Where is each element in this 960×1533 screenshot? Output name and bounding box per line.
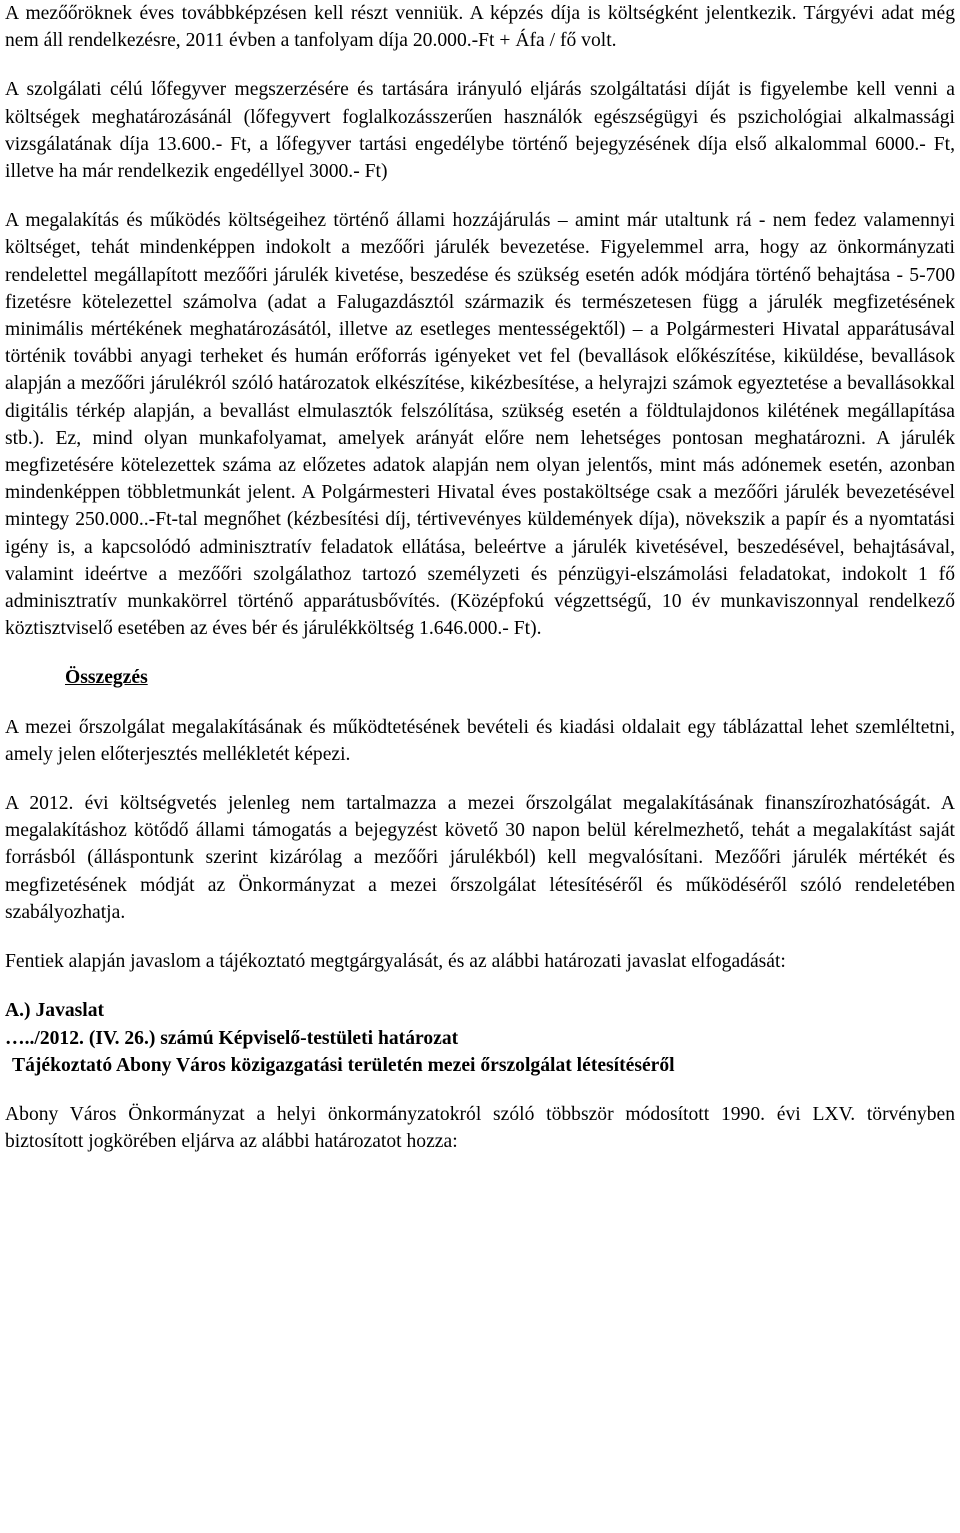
paragraph-recommendation: Fentiek alapján javaslom a tájékoztató megtgárgyalását, és az alábbi határozati javaslat elfogadását: xyxy=(5,951,786,973)
resolution-number: …../2012. (IV. 26.) számú Képviselő-testületi határozat xyxy=(5,1027,459,1049)
summary-heading: Összegzés xyxy=(65,667,148,689)
paragraph-table-reference: A mezei őrszolgálat megalakításának és működtetésének bevételi és kiadási oldalait egy táblázattal lehet szemléltetni, amely jelen előterjesztés mellékletét képezi. xyxy=(5,716,955,765)
resolution-title: Tájékoztató Abony Város közigazgatási területén mezei őrszolgálat létesítéséről xyxy=(12,1054,675,1076)
paragraph-budget-2012: A 2012. évi költségvetés jelenleg nem tartalmazza a mezei őrszolgálat megalakításának finanszírozhatóságát. A megalakításhoz kötődő állami támogatás a bejegyzést követő 30 napon belül kérelmezhető, tehát a megalakítást saját forrásból (álláspontunk szerint kizárólag a mezőőri járulékból) kell megvalósítani. Mezőőri járulék mértékét és megfizetésének módját az Önkormányzat a mezei őrszolgálat létesítéséről és működéséről szóló rendeletében szabályozhatja. xyxy=(5,793,955,923)
document-page xyxy=(5,0,955,1155)
paragraph-state-contribution: A megalakítás és működés költségeihez történő állami hozzájárulás – amint már utaltunk rá - nem fedez valamennyi költséget, tehát mindenképpen indokolt a mezőőri járulék bevezetése. Figyelemmel arra, hogy az önkormányzati rendelettel megállapított mezőőri járulék kivetése, beszedése és szükség esetén adók módjára történő behajtása - 5-700 fizetésre kötelezettel számolva (adat a Falugazdásztól származik és természetesen függ a járulék megfizetésének minimális mértékének meghatározásától, illetve az esetleges mentességektől) – a Polgármesteri Hivatal apparátusával történik további anyagi terheket és humán erőforrás igényeket vet fel (bevallások előkészítése, kiküldése, bevallások alapján a mezőőri járulékról szóló határozatok elkészítése, kikézbesítése, a helyrajzi számok egyeztetése a bevallásokkal digitális térkép alapján, a bevallást elmulasztók felszólítása, szükség esetén a földtulajdonos kilétének megállapítása stb.). Ez, mind olyan munkafolyamat, amelyek arányát előre nem lehetséges pontosan meghatározni. A járulék megfizetésére kötelezettek száma az előzetes adatok alapján nem olyan jelentős, mint más adónemek esetén, azonban mindenképpen többletmunkát jelent. A Polgármesteri Hivatal éves postaköltsége csak a mezőőri járulék bevezetésével mintegy 250.000..-Ft-tal megnőhet (kézbesítési díj, tértivevényes küldemények díja), növekszik a papír és a nyomtatási igény is, a kapcsolódó adminisztratív feladatok ellátása, beleértve a járulék kivetésével, beszedésével, behajtásával, valamint ideértve a mezőőri szolgálathoz tartozó személyzeti és pénzügyi-elszámolási feladatokat, indokolt 1 fő adminisztratív munkakörrel történő apparátusbővítés. (Középfokú végzettségű, 10 év munkaviszonnyal rendelkező köztisztviselő esetében az éves bér és járulékköltség 1.646.000.- Ft). xyxy=(5,210,955,640)
paragraph-training-cost: A mezőőröknek éves továbbképzésen kell részt venniük. A képzés díja is költségként jelentkezik. Tárgyévi adat még nem áll rendelkezésre, 2011 évben a tanfolyam díja 20.000.-Ft + Áfa / fő volt. xyxy=(5,3,955,52)
paragraph-firearm-fees: A szolgálati célú lőfegyver megszerzésére és tartására irányuló eljárás szolgáltatási díját is figyelembe kell venni a költségek meghatározásánál (lőfegyvert foglalkozásszerűen használók egészségügyi és pszichológiai alkalmassági vizsgálatának díja 13.600.- Ft, a lőfegyver tartási engedélybe történő bejegyzésének díja első alkalommal 6000.- Ft, illetve ha már rendelkezik engedéllyel 3000.- Ft) xyxy=(5,79,955,183)
proposal-label: A.) Javaslat xyxy=(5,1000,105,1022)
paragraph-resolution-intro: Abony Város Önkormányzat a helyi önkormányzatokról szóló többször módosított 1990. évi LXV. törvényben biztosított jogkörében eljárva az alábbi határozatot hozza: xyxy=(5,1103,955,1153)
